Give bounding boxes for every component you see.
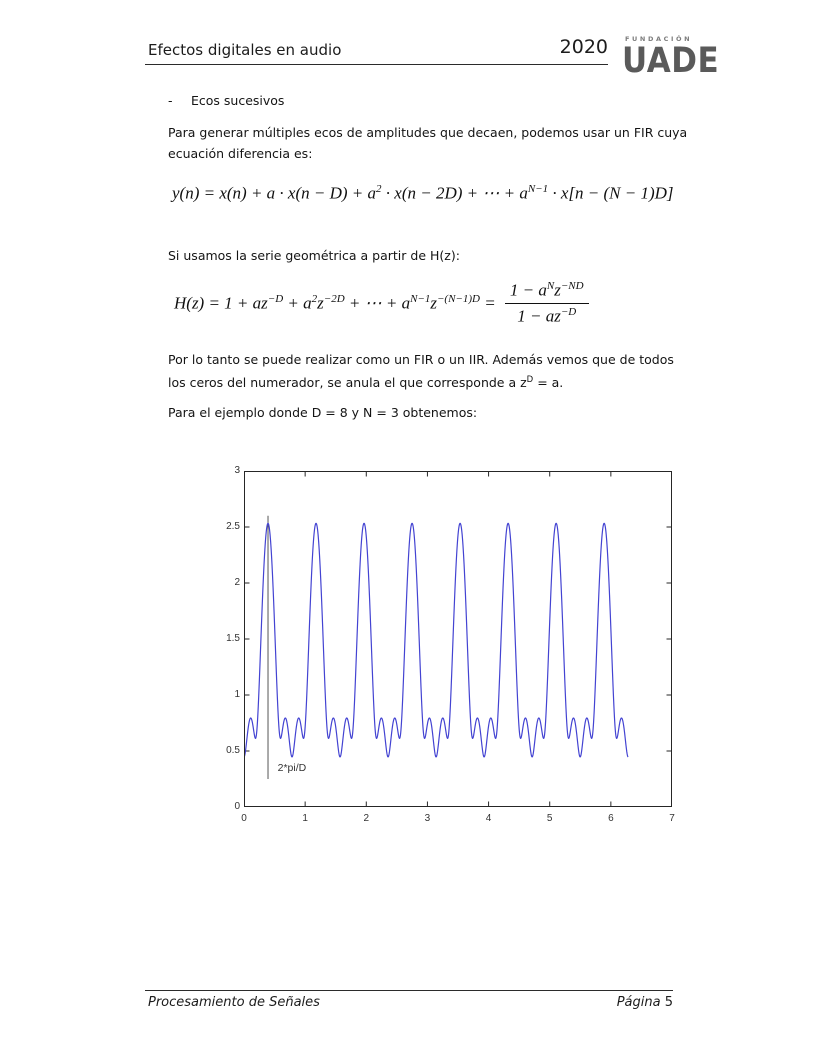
eq2-exponent: 2 xyxy=(311,292,318,305)
paragraph-3-line-2-text: = a. xyxy=(533,375,564,391)
eq2-part: + ⋯ + a xyxy=(344,293,411,313)
eq2-num-part: 1 − a xyxy=(509,280,547,300)
footer-page-label: Página xyxy=(616,995,665,1010)
footer-page-number: 5 xyxy=(664,995,673,1010)
y-tick-label: 2.5 xyxy=(226,521,240,532)
bullet-item xyxy=(168,90,284,111)
paragraph-3-line-1: Por lo tanto se puede realizar como un FIR o un IIR. Además vemos que de todos xyxy=(168,352,674,367)
x-tick-label: 0 xyxy=(241,813,247,824)
eq2-main xyxy=(174,293,500,314)
eq2-equals: = xyxy=(479,293,500,313)
eq1-exponent: N−1 xyxy=(527,183,549,195)
paragraph-3-line-2-text: los ceros del numerador, se anula el que corresponde a z xyxy=(168,375,527,391)
eq1-exponent: 2 xyxy=(376,183,382,195)
eq2-den-exponent: −D xyxy=(560,305,577,318)
eq2-part: + a xyxy=(283,293,312,313)
eq2-exponent: −2D xyxy=(323,292,345,305)
transfer-function-equation xyxy=(174,280,589,326)
footer-page-indicator xyxy=(617,995,673,1010)
paragraph-3-line-2 xyxy=(168,370,674,393)
paragraph-4: Para el ejemplo donde D = 8 y N = 3 obtenemos: xyxy=(168,405,478,420)
eq2-denominator xyxy=(505,304,589,327)
paragraph-1-line-1: Para generar múltiples ecos de amplitudes que decaen, podemos usar un FIR cuya xyxy=(168,125,688,140)
eq2-part: z xyxy=(430,293,437,313)
paragraph-3 xyxy=(168,349,674,393)
footer-course-name: Procesamiento de Señales xyxy=(148,995,320,1010)
y-tick-label: 1 xyxy=(234,689,240,700)
uade-logo xyxy=(622,35,722,81)
logo-fundacion-text: FUNDACIÓN xyxy=(625,35,693,43)
paragraph-1 xyxy=(168,122,687,164)
x-tick-label: 6 xyxy=(608,813,614,824)
eq2-num-exponent: −ND xyxy=(560,280,584,292)
eq2-numerator xyxy=(505,280,589,304)
eq2-part: z xyxy=(317,293,324,313)
eq1-part: · x[n − (N − 1)D] xyxy=(548,183,674,203)
eq2-num-exponent: N xyxy=(546,280,555,292)
difference-equation xyxy=(172,183,674,204)
y-tick-label: 2 xyxy=(234,577,240,588)
y-tick-label: 1.5 xyxy=(226,633,240,644)
y-tick-label: 0 xyxy=(234,801,240,812)
bullet-label: Ecos sucesivos xyxy=(191,93,285,108)
header-rule xyxy=(145,64,608,65)
logo-uade-text: UADE xyxy=(622,40,720,81)
annotation-label: 2*pi/D xyxy=(277,761,307,774)
x-tick-label: 2 xyxy=(363,813,370,824)
x-tick-label: 4 xyxy=(485,813,492,824)
header-year: 2020 xyxy=(559,36,608,58)
y-tick-label: 0.5 xyxy=(226,745,240,756)
x-tick-label: 7 xyxy=(669,813,675,824)
bullet-marker: - xyxy=(168,93,173,108)
header-title: Efectos digitales en audio xyxy=(148,41,342,59)
eq2-exponent: −(N−1)D xyxy=(436,292,480,305)
eq2-num-part: z xyxy=(554,280,561,300)
eq2-part: H(z) = 1 + az xyxy=(174,293,268,313)
eq2-exponent: N−1 xyxy=(410,292,431,305)
eq2-fraction xyxy=(505,280,589,326)
eq2-exponent: −D xyxy=(267,292,284,305)
eq1-part: y(n) = x(n) + a · x(n − D) + a xyxy=(172,183,377,203)
x-tick-label: 5 xyxy=(546,813,553,824)
x-tick-label: 3 xyxy=(424,813,431,824)
y-tick-label: 3 xyxy=(234,465,240,476)
eq1-part: · x(n − 2D) + ⋯ + a xyxy=(381,183,528,203)
footer-rule xyxy=(145,990,673,991)
paragraph-1-line-2: ecuación diferencia es: xyxy=(168,146,313,161)
paragraph-3-superscript: D xyxy=(526,375,534,385)
paragraph-2: Si usamos la serie geométrica a partir de H(z): xyxy=(168,248,460,263)
plot-svg xyxy=(244,471,672,807)
magnitude-response-chart xyxy=(214,460,714,840)
eq2-den-part: 1 − az xyxy=(517,306,561,326)
plot-area xyxy=(244,471,672,807)
response-curve xyxy=(244,523,628,757)
x-tick-label: 1 xyxy=(302,813,308,824)
